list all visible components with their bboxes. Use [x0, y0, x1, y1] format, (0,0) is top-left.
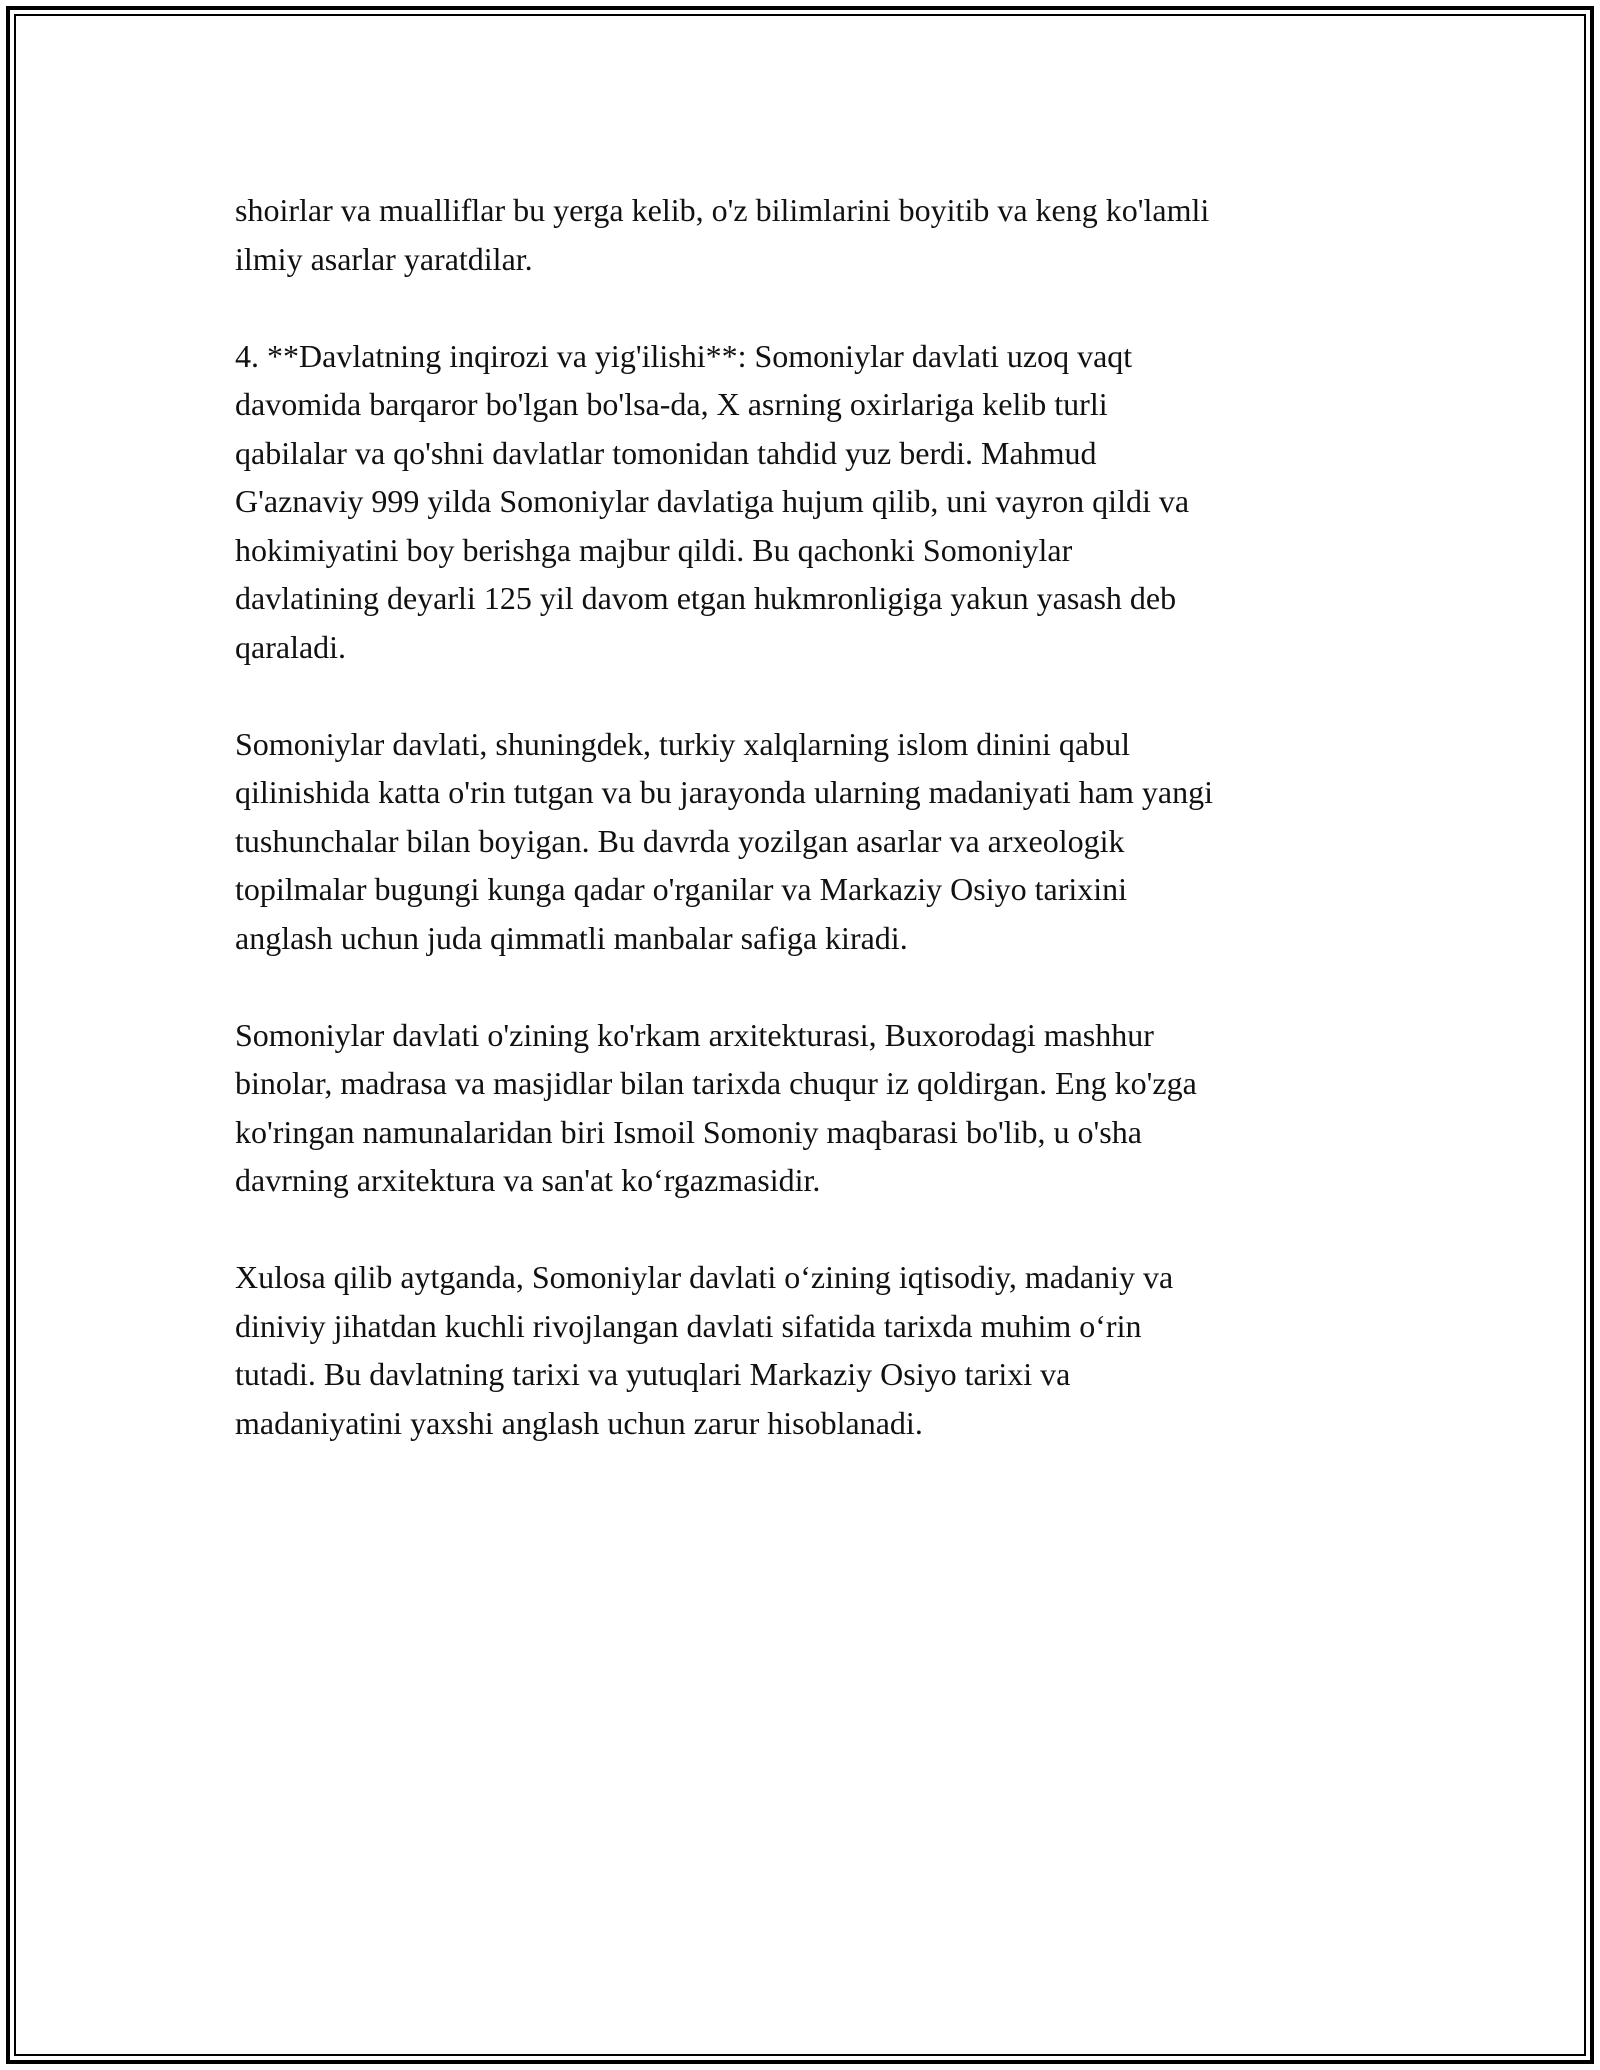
paragraph-conclusion: Xulosa qilib aytganda, Somoniylar davlati o‘zining iqtisodiy, madaniy va diniviy jihatdan kuchli rivojlangan davlati sifatida tarixda muhim o‘rin tutadi. Bu davlatning tarixi va yutuqlari Markaziy Osiyo tarixi va madaniyatini yaxshi anglash uchun zarur hisoblanadi.: [235, 1259, 1174, 1441]
paragraph-islam-culture: Somoniylar davlati, shuningdek, turkiy xalqlarning islom dinini qabul qilinishida katta o'rin tutgan va bu jarayonda ularning madaniyati ham yangi tushunchalar bilan boyigan. Bu davrda yozilgan asarlar va arxeologik topilmalar bugungi kunga qadar o'rganilar va Markaziy Osiyo tarixini anglash uchun juda qimmatli manbalar safiga kiradi.: [235, 725, 1213, 956]
document-body: [235, 186, 1375, 1496]
paragraph-state-decline: 4. **Davlatning inqirozi va yig'ilishi**: Somoniylar davlati uzoq vaqt davomida barqaror bo'lgan bo'lsa-da, X asrning oxirlariga kelib turli qabilalar va qo'shni davlatlar tomonidan tahdid yuz berdi. Mahmud G'aznaviy 999 yilda Somoniylar davlatiga hujum qilib, uni vayron qildi va hokimiyatini boy berishga majbur qildi. Bu qachonki Somoniylar davlatining deyarli 125 yil davom etgan hukmronligiga yakun yasash deb qaraladi.: [235, 337, 1190, 665]
paragraph-architecture: Somoniylar davlati o'zining ko'rkam arxitekturasi, Buxorodagi mashhur binolar, madrasa va masjidlar bilan tarixda chuqur iz qoldirgan. Eng ko'zga ko'ringan namunalaridan biri Ismoil Somoniy maqbarasi bo'lib, u o'sha davrning arxitektura va san'at ko‘rgazmasidir.: [235, 1016, 1197, 1198]
paragraph-intro-continuation: shoirlar va mualliflar bu yerga kelib, o'z bilimlarini boyitib va keng ko'lamli ilmiy asarlar yaratdilar.: [235, 192, 1210, 277]
